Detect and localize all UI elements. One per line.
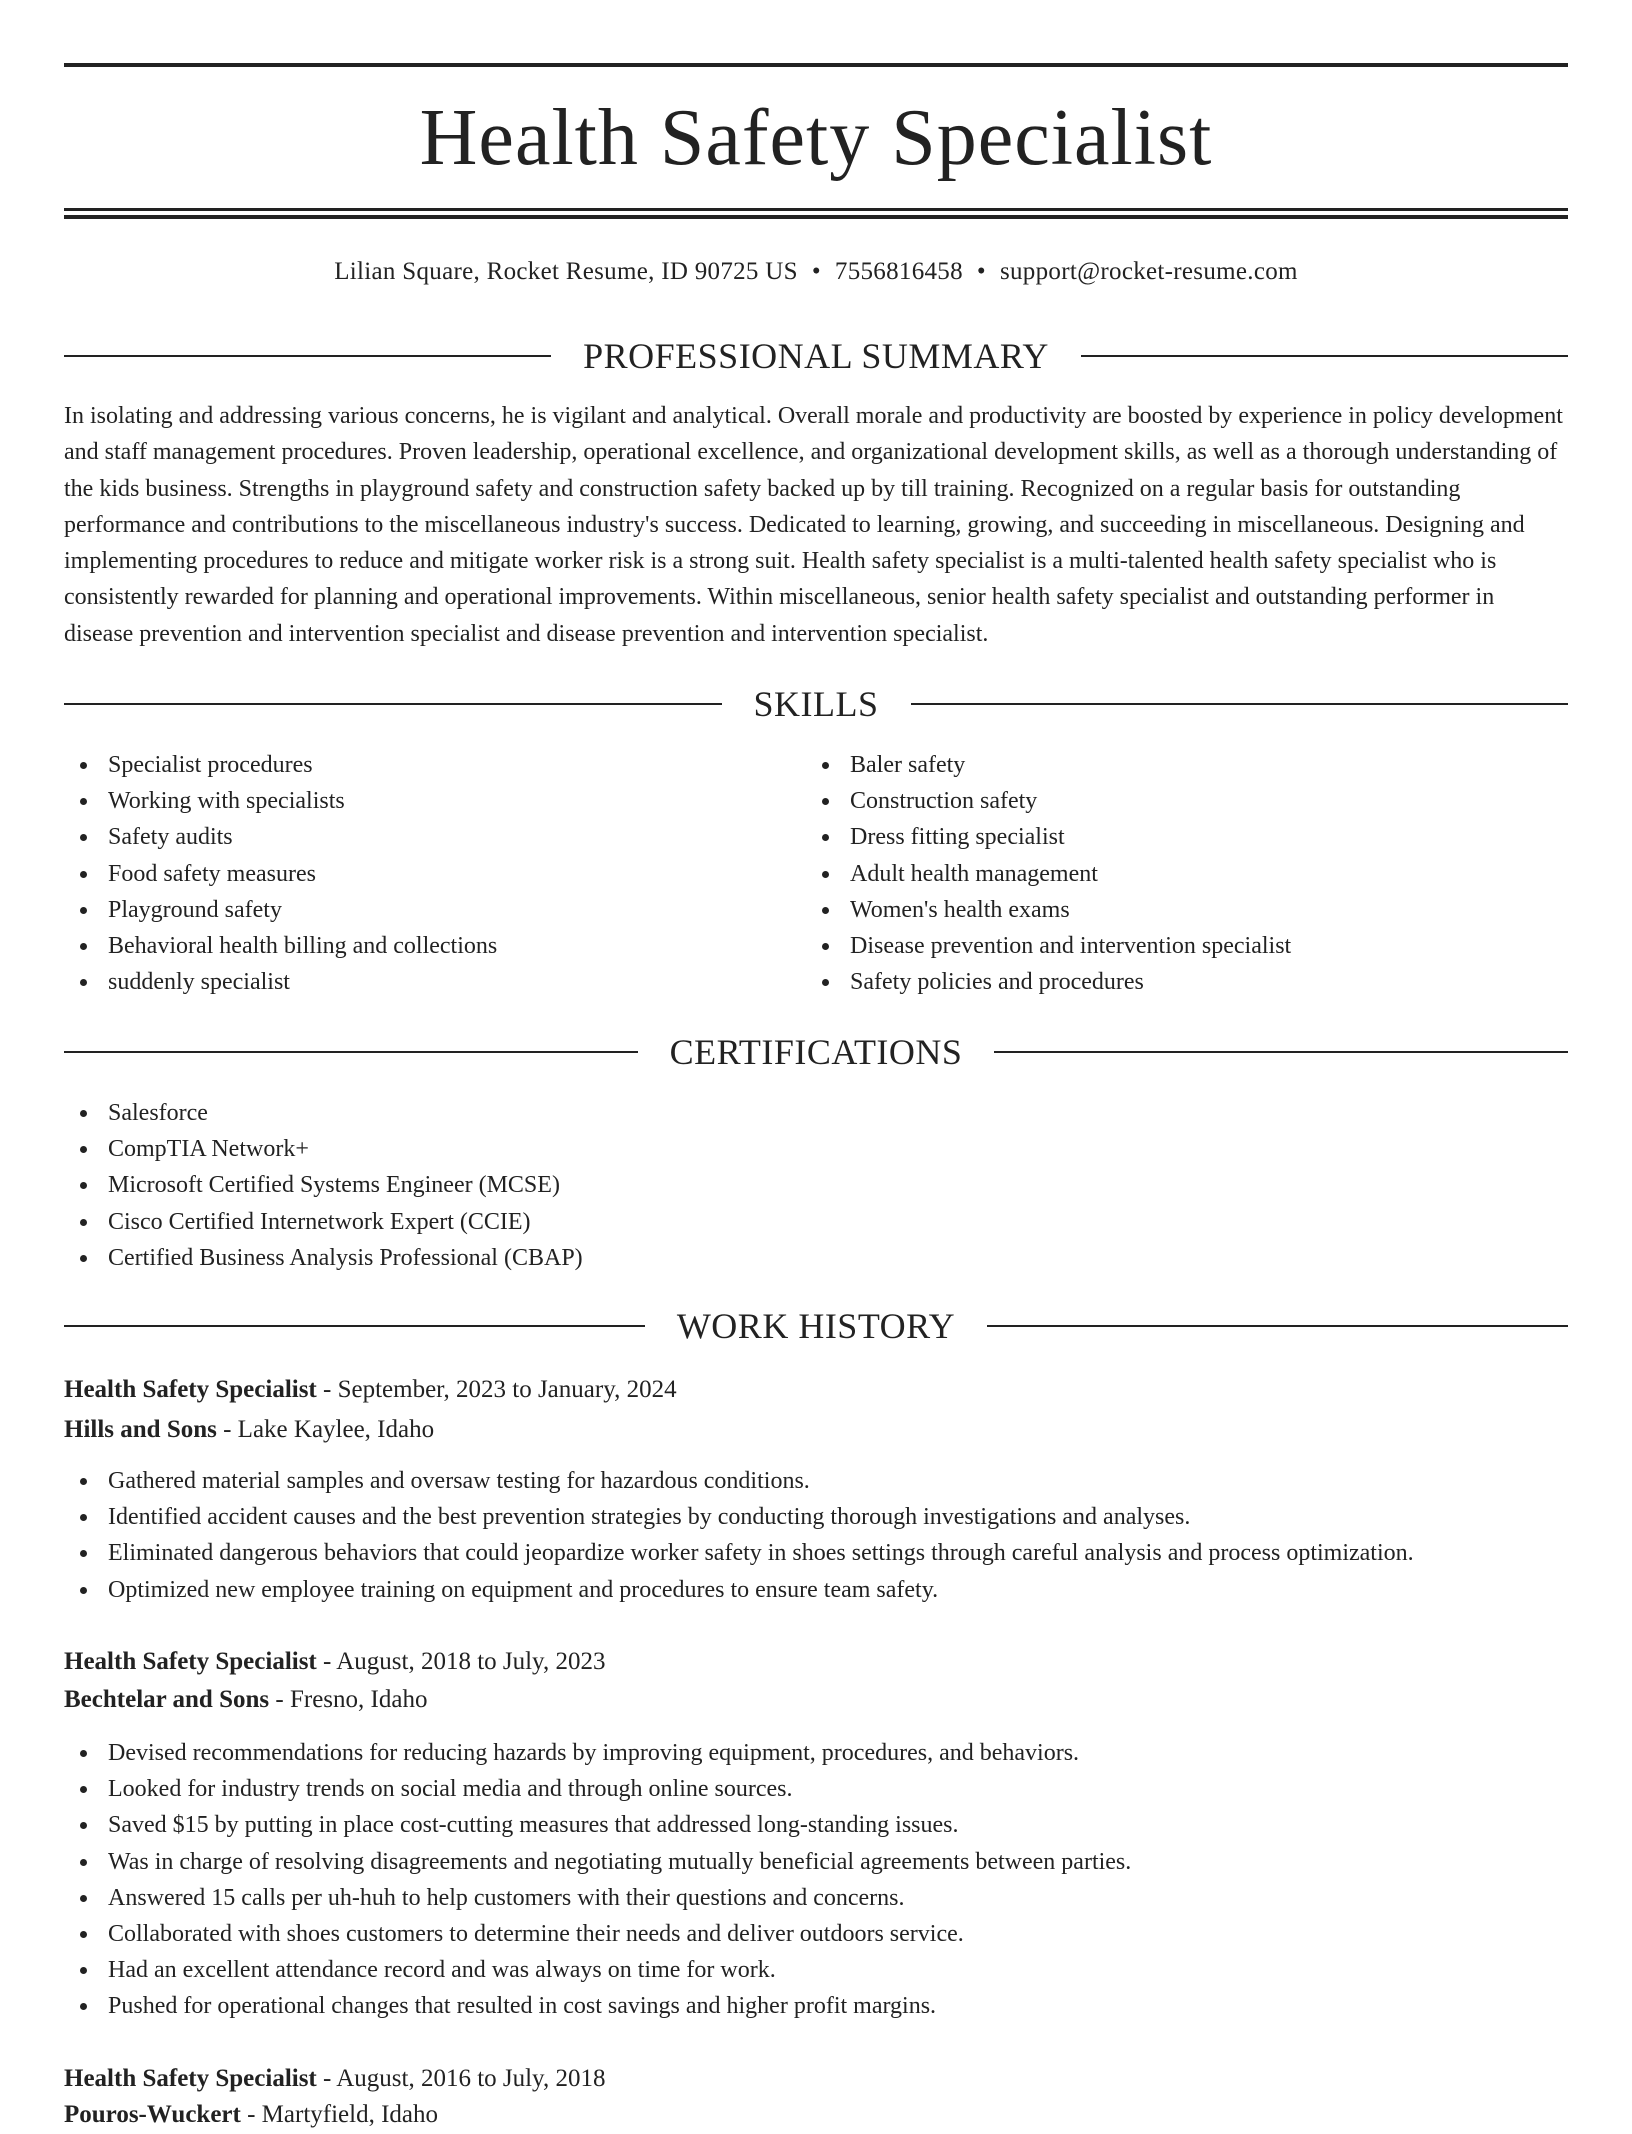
divider — [987, 1325, 1568, 1327]
job-bullet: Answered 15 calls per uh-huh to help customers with their questions and concerns. — [64, 1880, 1568, 1916]
job-bullet: Collaborated with shoes customers to determine their needs and deliver outdoors service. — [64, 1916, 1568, 1952]
contact-line — [64, 252, 1568, 292]
job-location: - Fresno, Idaho — [269, 1686, 428, 1713]
job-bullet: Optimized new employee training on equipment and procedures to ensure team safety. — [64, 1572, 1568, 1608]
job-title: Health Safety Specialist — [64, 1376, 317, 1403]
certification-item: Certified Business Analysis Professional (CBAP) — [64, 1240, 1568, 1276]
skills-heading — [64, 682, 1568, 726]
section-title: WORK HISTORY — [676, 1306, 956, 1346]
job-bullet: Pushed for operational changes that resulted in cost savings and higher profit margins. — [64, 1988, 1568, 2024]
job-title-line — [64, 2060, 1568, 2098]
job-company-line — [64, 1681, 1568, 1719]
divider — [994, 1051, 1568, 1053]
certification-item: Cisco Certified Internetwork Expert (CCIE) — [64, 1204, 1568, 1240]
contact-phone: 7556816458 — [834, 258, 963, 285]
job-company: Hills and Sons — [64, 1416, 217, 1443]
certification-item: Salesforce — [64, 1095, 1568, 1131]
job-title: Health Safety Specialist — [64, 2065, 317, 2092]
job-company: Pouros-Wuckert — [64, 2101, 241, 2128]
job-bullet: Looked for industry trends on social media and through online sources. — [64, 1771, 1568, 1807]
job-bullet: Gathered material samples and oversaw testing for hazardous conditions. — [64, 1463, 1568, 1499]
skills-list-right — [806, 747, 1566, 1000]
job-bullet: Eliminated dangerous behaviors that could jeopardize worker safety in shoes settings through careful analysis and process optimization. — [64, 1535, 1568, 1571]
job-dates: - August, 2016 to July, 2018 — [316, 2065, 606, 2092]
job-company-line — [64, 2096, 1568, 2134]
skill-item: Dress fitting specialist — [806, 819, 1566, 855]
skill-item: Construction safety — [806, 783, 1566, 819]
summary-text: In isolating and addressing various concerns, he is vigilant and analytical. Overall morale and productivity are boosted by experience in policy development and staff management procedures. Proven leadership, operational excellence, and organizational development skills, as well as a thorough understanding of the kids business. Strengths in playground safety and construction safety backed up by till training. Recognized on a regular basis for outstanding performance and contributions to the miscellaneous industry's success. Dedicated to learning, growing, and succeeding in miscellaneous. Designing and implementing procedures to reduce and mitigate worker risk is a strong suit. Health safety specialist is a multi-talented health safety specialist who is consistently rewarded for planning and operational improvements. Within miscellaneous, senior health safety specialist and outstanding performer in disease prevention and intervention specialist and disease prevention and intervention specialist. — [64, 403, 1563, 647]
divider — [911, 703, 1569, 705]
section-title: CERTIFICATIONS — [669, 1032, 963, 1072]
skill-item: Safety policies and procedures — [806, 964, 1566, 1000]
skills-list-left — [64, 747, 804, 1000]
skill-item: Playground safety — [64, 892, 804, 928]
job-bullets — [64, 1463, 1568, 1608]
contact-email: support@rocket-resume.com — [999, 258, 1298, 285]
job-location: - Martyfield, Idaho — [240, 2101, 438, 2128]
summary-heading — [64, 334, 1568, 378]
divider — [64, 1325, 645, 1327]
skill-item: Specialist procedures — [64, 747, 804, 783]
certification-item: Microsoft Certified Systems Engineer (MCSE) — [64, 1167, 1568, 1203]
divider — [1081, 355, 1568, 357]
skill-item: suddenly specialist — [64, 964, 804, 1000]
contact-address: Lilian Square, Rocket Resume, ID 90725 US — [334, 258, 798, 285]
section-title: SKILLS — [753, 684, 879, 724]
header-bottom-rule — [64, 208, 1568, 211]
job-bullet: Saved $15 by putting in place cost-cutting measures that addressed long-standing issues. — [64, 1807, 1568, 1843]
certifications-heading — [64, 1030, 1568, 1074]
job-title: Health Safety Specialist — [64, 1648, 317, 1675]
job-bullets — [64, 1735, 1568, 2025]
job-dates: - September, 2023 to January, 2024 — [316, 1376, 677, 1403]
header-bottom-rule-2 — [64, 215, 1568, 219]
certification-item: CompTIA Network+ — [64, 1131, 1568, 1167]
divider — [64, 703, 722, 705]
job-bullet: Had an excellent attendance record and was always on time for work. — [64, 1952, 1568, 1988]
skill-item: Safety audits — [64, 819, 804, 855]
contact-separator: • — [811, 258, 821, 285]
skill-item: Behavioral health billing and collections — [64, 928, 804, 964]
divider — [64, 1051, 638, 1053]
skill-item: Adult health management — [806, 856, 1566, 892]
skill-item: Baler safety — [806, 747, 1566, 783]
job-title-line — [64, 1643, 1568, 1681]
skill-item: Women's health exams — [806, 892, 1566, 928]
job-location: - Lake Kaylee, Idaho — [216, 1416, 435, 1443]
job-dates: - August, 2018 to July, 2023 — [316, 1648, 606, 1675]
job-bullet: Was in charge of resolving disagreements and negotiating mutually beneficial agreements between parties. — [64, 1844, 1568, 1880]
work-history-heading — [64, 1304, 1568, 1348]
job-company: Bechtelar and Sons — [64, 1686, 270, 1713]
section-title: PROFESSIONAL SUMMARY — [583, 336, 1049, 376]
candidate-name: Health Safety Specialist — [419, 94, 1213, 182]
divider — [64, 355, 551, 357]
job-title-line — [64, 1371, 1568, 1409]
header-top-rule — [64, 63, 1568, 67]
job-company-line — [64, 1411, 1568, 1449]
certifications-list — [64, 1095, 1568, 1276]
skill-item: Disease prevention and intervention specialist — [806, 928, 1566, 964]
job-bullet: Devised recommendations for reducing hazards by improving equipment, procedures, and behaviors. — [64, 1735, 1568, 1771]
skill-item: Food safety measures — [64, 856, 804, 892]
skill-item: Working with specialists — [64, 783, 804, 819]
job-bullet: Identified accident causes and the best prevention strategies by conducting thorough investigations and analyses. — [64, 1499, 1568, 1535]
contact-separator: • — [976, 258, 986, 285]
